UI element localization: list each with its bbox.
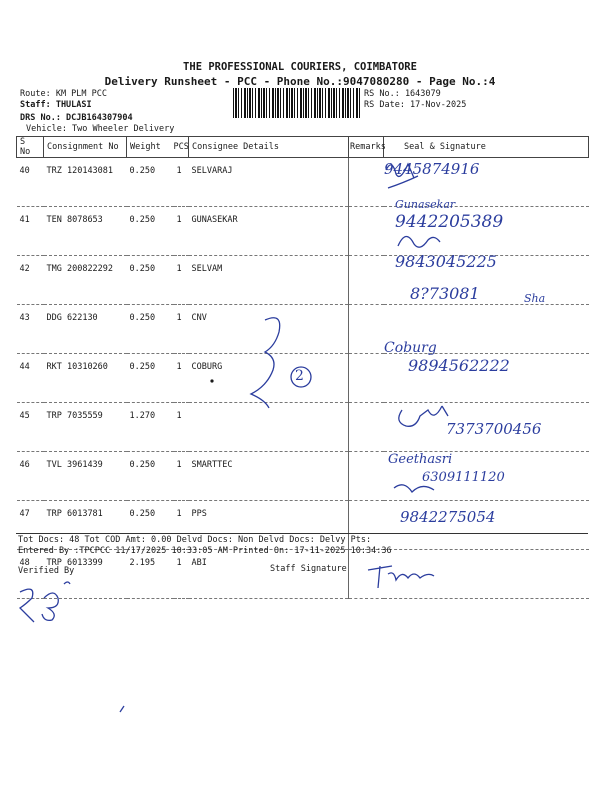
entered-printed-line: Entered By :TPCPCC 11/17/2025 10:33:05 AM Printed On: 17-11-2025 10:34:36 <box>18 546 392 556</box>
cell-sno: 42 <box>17 256 44 305</box>
col-consignment: Consignment No <box>44 137 127 158</box>
cell-weight: 0.250 <box>127 305 174 354</box>
verified-by-label: Verified By <box>18 566 75 576</box>
route-label: Route: KM PLM PCC <box>20 89 107 99</box>
handwritten-name-47: Geethasri <box>388 452 453 467</box>
handwritten-phone-40: 9445874916 <box>384 160 480 178</box>
handwritten-name-41: Gunasekar <box>395 198 456 211</box>
cell-weight: 0.250 <box>127 354 174 403</box>
cell-weight: 0.250 <box>127 158 174 207</box>
staff-label: Staff: THULASI <box>20 100 92 110</box>
handwritten-phone-46: 7373700456 <box>446 420 542 438</box>
handwritten-phone-44: 9894562222 <box>408 356 510 375</box>
company-title: THE PROFESSIONAL COURIERS, COIMBATORE <box>183 61 417 73</box>
cell-consignment: TEN 8078653 <box>44 207 127 256</box>
cell-pcs: 1 <box>174 501 189 550</box>
footer-divider <box>16 533 588 534</box>
cell-consignee: COBURG <box>189 354 349 403</box>
cell-sno: 47 <box>17 501 44 550</box>
cell-pcs: 1 <box>174 256 189 305</box>
col-sno: S No <box>17 137 44 158</box>
cell-consignment: TMG 200822292 <box>44 256 127 305</box>
col-pcs: PCS <box>174 137 189 158</box>
cell-sno: 43 <box>17 305 44 354</box>
cell-consignment: DDG 622130 <box>44 305 127 354</box>
cell-consignment: TRP 6013781 <box>44 501 127 550</box>
cell-consignment: TVL 3961439 <box>44 452 127 501</box>
cell-consignee: SMARTTEC <box>189 452 349 501</box>
cell-consignee: SELVARAJ <box>189 158 349 207</box>
cell-consignment: TRP 7035559 <box>44 403 127 452</box>
cell-pcs: 1 <box>174 158 189 207</box>
runsheet-subtitle: Delivery Runsheet - PCC - Phone No.:9047080280 - Page No.:4 <box>104 75 496 88</box>
handwritten-phone-42: 9843045225 <box>395 252 497 271</box>
handwritten-phone-48: 9842275054 <box>400 508 496 526</box>
cell-sno: 44 <box>17 354 44 403</box>
cell-sno: 41 <box>17 207 44 256</box>
cell-consignee: PPS <box>189 501 349 550</box>
handwritten-sign-43: Sha <box>524 292 546 305</box>
cell-sno: 46 <box>17 452 44 501</box>
handwritten-phone-41: 9442205389 <box>395 212 504 232</box>
cell-sno: 40 <box>17 158 44 207</box>
cell-weight: 0.250 <box>127 256 174 305</box>
cell-weight: 0.250 <box>127 452 174 501</box>
cell-weight: 0.250 <box>127 501 174 550</box>
circled-number: 2 <box>295 368 304 384</box>
handwritten-name-44: Coburg <box>384 340 437 356</box>
cell-consignee: CNV <box>189 305 349 354</box>
cell-pcs: 1 <box>174 354 189 403</box>
totals-line: Tot Docs: 48 Tot COD Amt: 0.00 Delvd Docs: Non Delvd Docs: Delvy Pts: <box>18 535 372 545</box>
cell-pcs: 1 <box>174 452 189 501</box>
handwritten-phone-47: 6309111120 <box>422 470 505 485</box>
handwritten-phone-43: 8?73081 <box>410 284 480 303</box>
cell-sno: 45 <box>17 403 44 452</box>
cell-sno: 48 <box>17 550 44 599</box>
staff-signature-label: Staff Signature <box>270 564 347 574</box>
cell-consignee: GUNASEKAR <box>189 207 349 256</box>
cell-pcs: 1 <box>174 403 189 452</box>
cell-consignee: ABI <box>189 550 349 599</box>
col-remarks: Remarks <box>349 137 384 158</box>
cell-pcs: 1 <box>174 550 189 599</box>
vehicle-label: Vehicle: Two Wheeler Delivery <box>26 124 175 134</box>
cell-consignment: RKT 10310260 <box>44 354 127 403</box>
cell-pcs: 1 <box>174 305 189 354</box>
col-seal: Seal & Signature <box>384 137 589 158</box>
cell-consignment: TRZ 120143081 <box>44 158 127 207</box>
drs-label: DRS No.: DCJB164307904 <box>20 113 133 123</box>
rs-date: RS Date: 17-Nov-2025 <box>364 100 467 110</box>
cell-weight: 2.195 <box>127 550 174 599</box>
cell-consignment: TRP 6013399 <box>44 550 127 599</box>
col-weight: Weight <box>127 137 174 158</box>
col-consignee: Consignee Details <box>189 137 349 158</box>
cell-weight: 0.250 <box>127 207 174 256</box>
cell-weight: 1.270 <box>127 403 174 452</box>
cell-pcs: 1 <box>174 207 189 256</box>
rs-number: RS No.: 1643079 <box>364 89 441 99</box>
cell-consignee: SELVAM <box>189 256 349 305</box>
